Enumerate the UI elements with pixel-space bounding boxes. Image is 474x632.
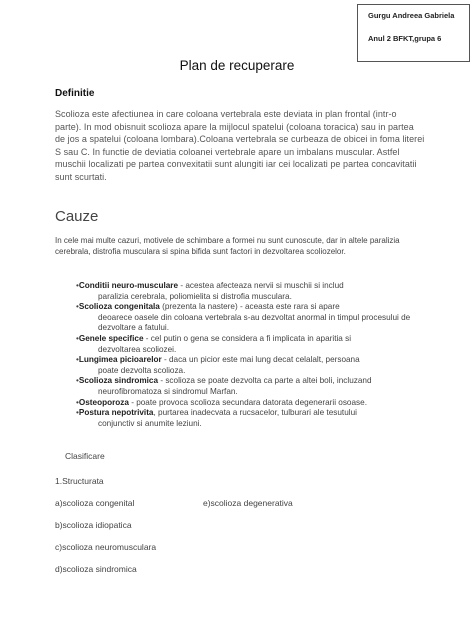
list-item-bold: Lungimea picioarelor xyxy=(78,355,162,365)
author-name: Gurgu Andreea Gabriela xyxy=(368,11,455,20)
author-box xyxy=(357,4,470,62)
list-item-text: - scolioza se poate dezvolta ca parte a altei boli, incluzand xyxy=(158,376,372,386)
list-item-bold: Scolioza sindromica xyxy=(78,376,159,386)
cauze-list xyxy=(76,281,446,429)
author-group: Anul 2 BFKT,grupa 6 xyxy=(368,34,442,43)
cauze-intro: In cele mai multe cazuri, motivele de schimbare a formei nu sunt cunoscute, dar in altele paralizia cerebrala, distrofia musculara si spina bifida sunt factori in dezvoltarea scoliozelor. xyxy=(55,236,400,256)
list-item-text: (prezenta la nastere) - aceasta este rara si apare xyxy=(159,302,340,312)
list-item-bold: Scolioza congenitala xyxy=(78,302,160,312)
list-item-continuation: neurofibromatoza si sindromul Marfan. xyxy=(98,386,238,396)
clasificare-item-d: d)scolioza sindromica xyxy=(55,564,137,574)
list-item-text: - poate provoca scolioza secundara datorata degenerarii osoase. xyxy=(128,397,367,407)
clasificare-item-a: a)scolioza congenital xyxy=(55,498,135,508)
definitie-paragraph: Scolioza este afectiunea in care coloana vertebrala este deviata in plan frontal (intr-o parte). In mod obisnuit scolioza apare la mijlocul spatelui (coloana toracica) sau in partea de jos a spatelui (coloana lombara).Coloana vertebrala se curbeaza de obicei in foma literei S sau C. In functie de deviatia coloanei vertebrale apare un imbalans muscular. Astfel muschii localizati pe partea convexitatii sunt alungiti iar cei localizati pe partea concavitatii sunt scurtati. xyxy=(55,109,425,182)
list-item-bold: Conditii neuro-musculare xyxy=(78,281,179,290)
list-item: •Postura nepotrivita, purtarea inadecvata a rucsacelor, tulburari ale tesutului conjunctiv si anumite leziuni. xyxy=(76,408,446,429)
list-item: •Osteoporoza - poate provoca scolioza secundara datorata degenerarii osoase. xyxy=(76,397,367,407)
definitie-heading: Definitie xyxy=(55,88,95,99)
list-item: •Genele specifice - cel putin o gena se considera a fi implicata in aparitia si dezvoltarea scoliozei. xyxy=(76,334,446,355)
list-item-bold: Genele specifice xyxy=(78,333,144,343)
list-item-continuation: paralizia cerebrala, poliomielita si distrofia musculara. xyxy=(98,291,292,301)
clasificare-heading: Clasificare xyxy=(65,451,105,461)
list-item: •Scolioza congenitala (prezenta la nastere) - aceasta este rara si apare deoarece oasele din coloana vertebrala s-au dezvoltat anormal in timpul procesului de dezvoltare a fatului. xyxy=(76,302,446,334)
list-item: •Lungimea picioarelor - daca un picior este mai lung decat celalalt, persoana poate dezvolta scolioza. xyxy=(76,355,446,376)
list-item-text: , purtarea inadecvata a rucsacelor, tulburari ale tesutului xyxy=(153,408,357,418)
clasificare-item-e: e)scolioza degenerativa xyxy=(203,498,293,508)
list-item-text: - acestea afecteaza nervii si muschii si includ xyxy=(178,281,344,290)
list-item-text: - daca un picior este mai lung decat celalalt, persoana xyxy=(161,355,360,365)
list-item: •Scolioza sindromica - scolioza se poate dezvolta ca parte a altei boli, incluzand neurofibromatoza si sindromul Marfan. xyxy=(76,376,446,397)
cauze-heading: Cauze xyxy=(55,208,99,225)
page-title: Plan de recuperare xyxy=(179,58,295,73)
clasificare-item-b: b)scolioza idiopatica xyxy=(55,520,132,530)
list-item-continuation: deoarece oasele din coloana vertebrala s-au dezvoltat anormal in timpul procesului de dezvoltare a fatului. xyxy=(98,312,411,333)
list-item-continuation: conjunctiv si anumite leziuni. xyxy=(98,418,202,428)
list-item-bold: Osteoporoza xyxy=(78,397,129,407)
list-item-text: - cel putin o gena se considera a fi implicata in aparitia si xyxy=(143,333,352,343)
clasificare-group-label: 1.Structurata xyxy=(55,476,104,486)
list-item-continuation: poate dezvolta scolioza. xyxy=(98,365,186,375)
list-item-bold: Postura nepotrivita xyxy=(78,408,154,418)
clasificare-item-c: c)scolioza neuromusculara xyxy=(55,542,157,552)
list-item: •Conditii neuro-musculare - acestea afecteaza nervii si muschii si includ paralizia cerebrala, poliomielita si distrofia musculara. xyxy=(76,281,446,302)
list-item-continuation: dezvoltarea scoliozei. xyxy=(98,344,177,354)
